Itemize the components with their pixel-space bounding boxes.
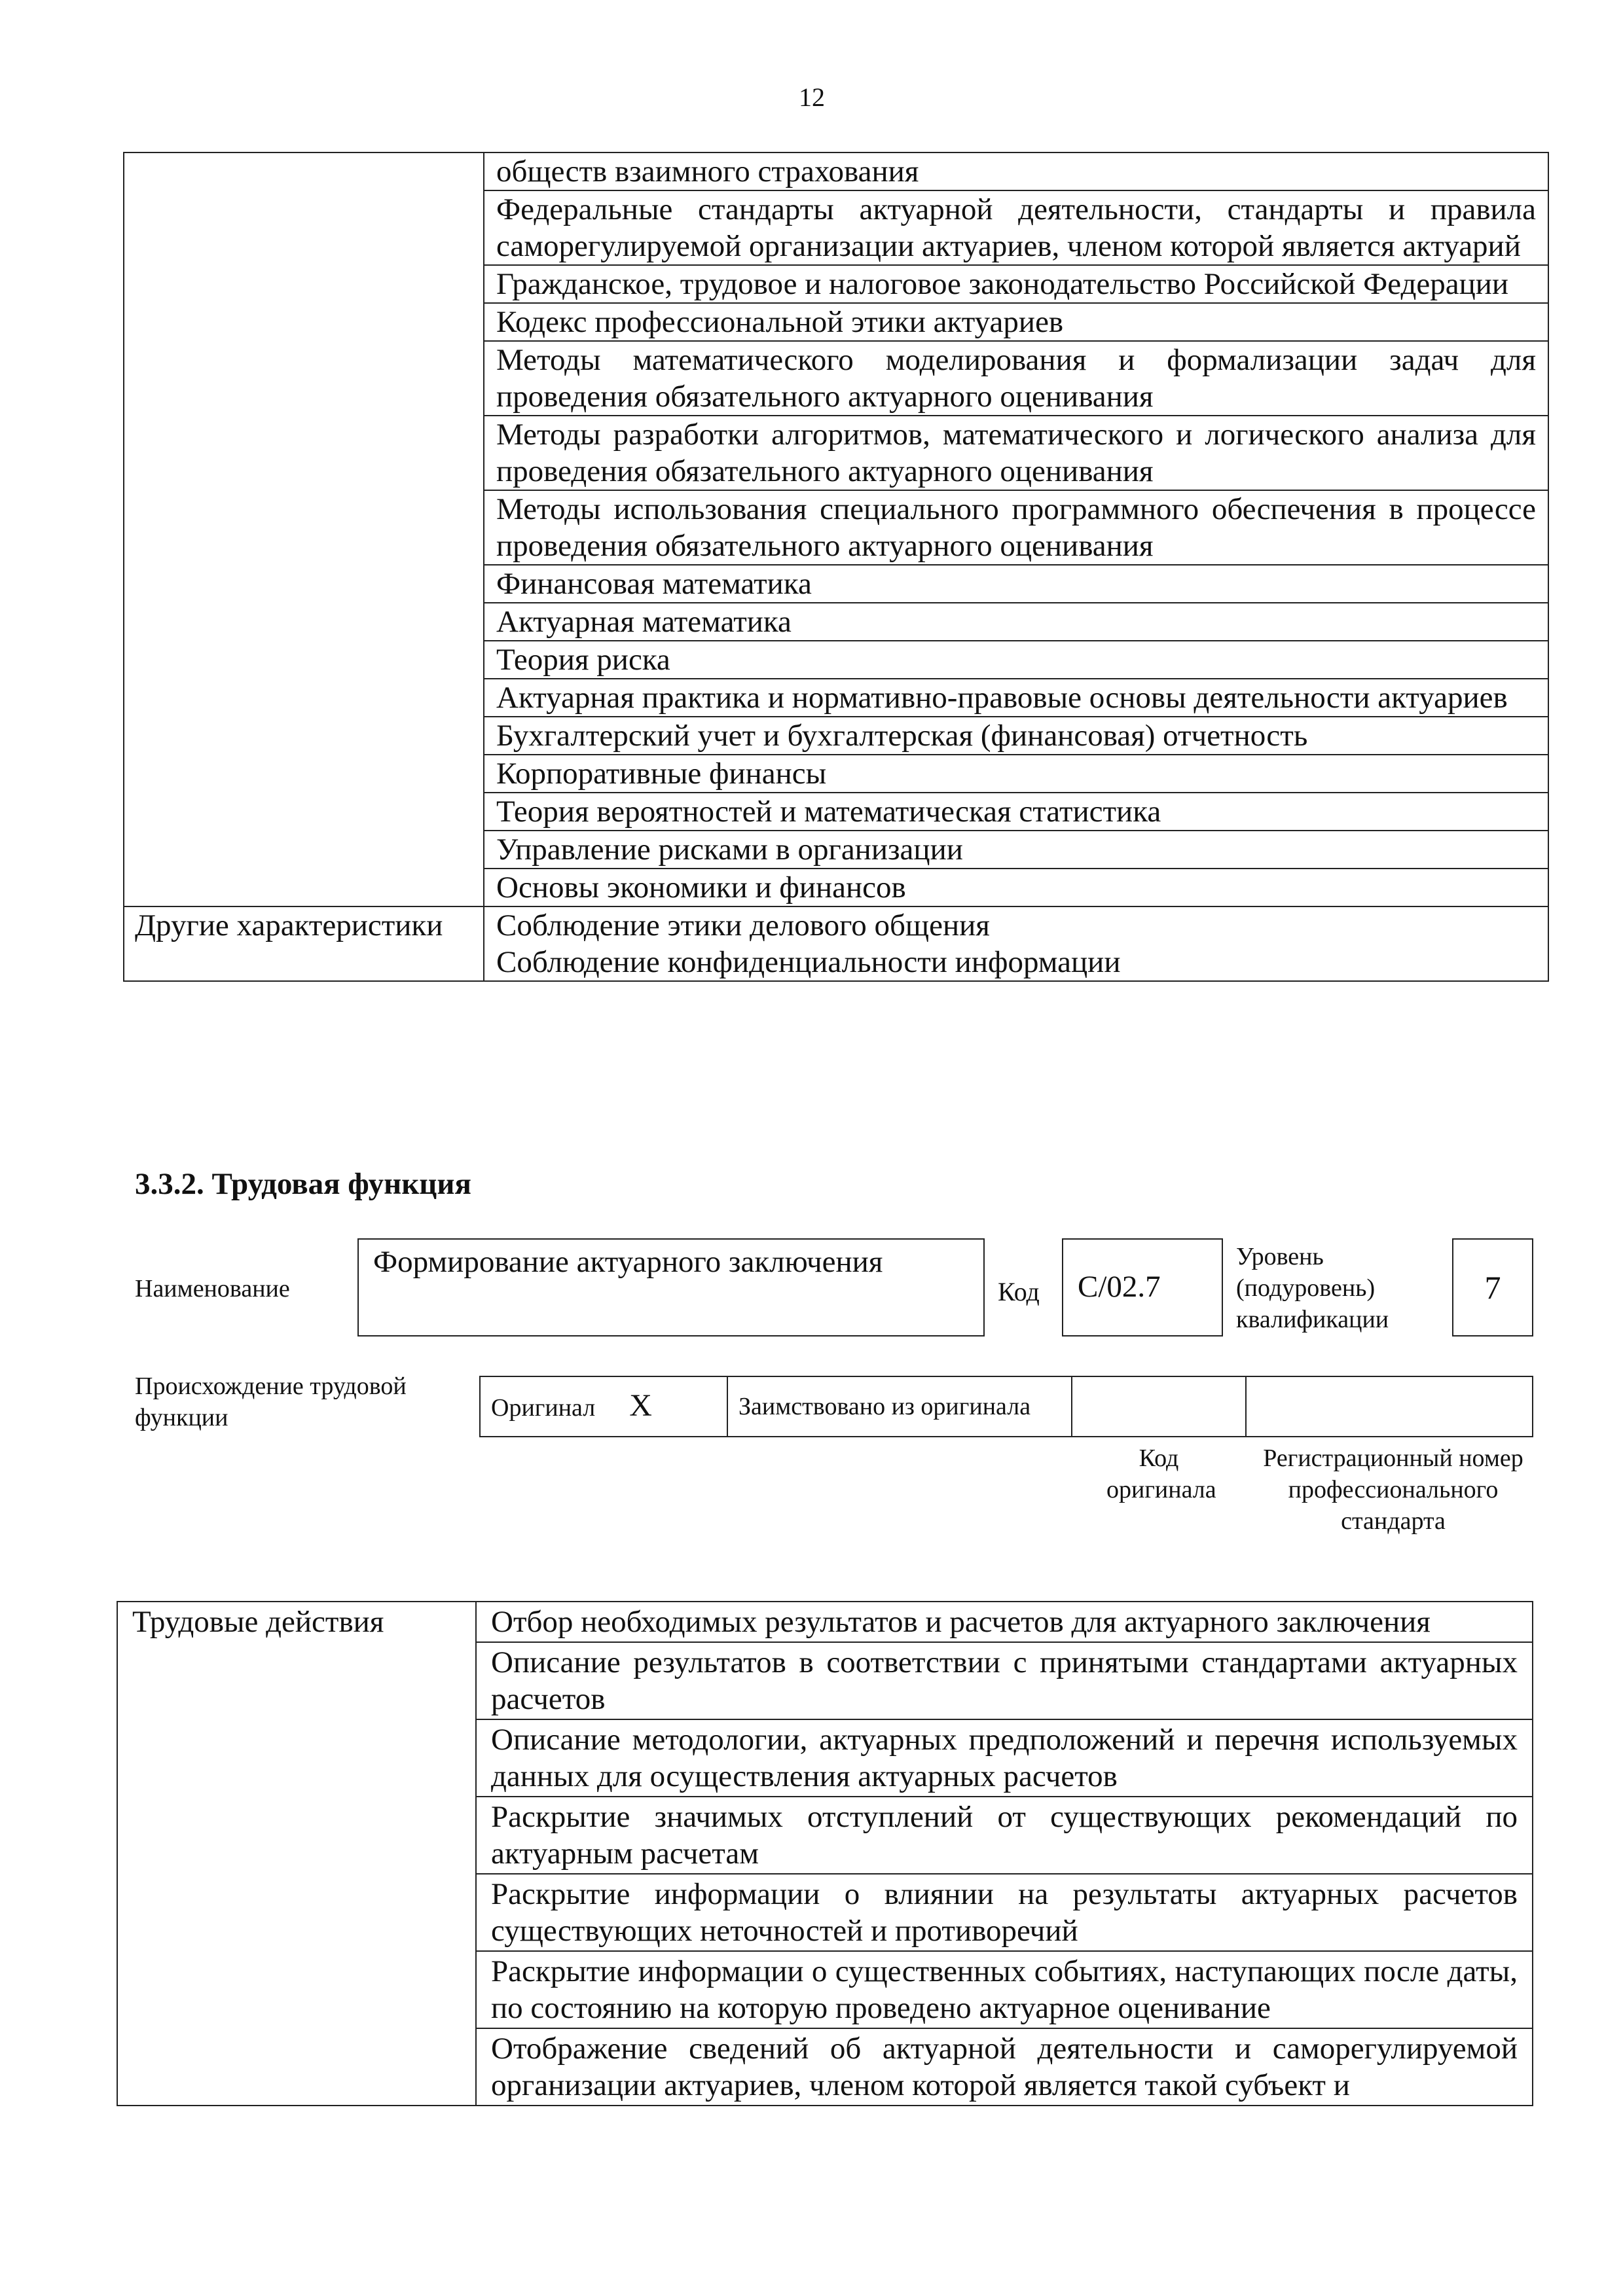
knowledge-item: Гражданское, трудовое и налоговое законодательство Российской Федерации: [484, 265, 1548, 303]
level-value: 7: [1452, 1238, 1533, 1336]
page-number: 12: [799, 82, 825, 112]
name-value: Формирование актуарного заключения: [357, 1238, 985, 1336]
reg-number-cell: [1246, 1376, 1533, 1437]
labor-action-item: Описание результатов в соответствии с принятыми стандартами актуарных расчетов: [476, 1642, 1533, 1719]
original-code-label-text: Код оригинала: [1106, 1444, 1216, 1503]
knowledge-item: Методы математического моделирования и формализации задач для проведения обязательного актуарного оценивания: [484, 341, 1548, 416]
code-label: Код: [998, 1277, 1040, 1306]
origin-table: [479, 1376, 1533, 1437]
knowledge-item: Бухгалтерский учет и бухгалтерская (финансовая) отчетность: [484, 717, 1548, 755]
labor-action-item: Раскрытие информации о существенных событиях, наступающих после даты, по состоянию на которую проведено актуарное оценивание: [476, 1951, 1533, 2028]
knowledge-item: Финансовая математика: [484, 565, 1548, 603]
labor-actions-table: [117, 1601, 1533, 2106]
level-label: [1236, 1241, 1432, 1335]
knowledge-item: Теория риска: [484, 641, 1548, 679]
original-label: Оригинал: [491, 1393, 596, 1422]
knowledge-item: Методы использования специального программного обеспечения в процессе проведения обязательного актуарного оценивания: [484, 490, 1548, 565]
code-value: C/02.7: [1062, 1238, 1223, 1336]
knowledge-item: Теория вероятностей и математическая статистика: [484, 793, 1548, 831]
reg-number-label: Регистрационный номер профессионального стандарта: [1263, 1444, 1523, 1535]
labor-actions-label: Трудовые действия: [117, 1602, 476, 2106]
knowledge-label-cell: [124, 152, 484, 906]
other-characteristics-cell: [484, 906, 1548, 981]
borrowed-label: Заимствовано из оригинала: [727, 1376, 1072, 1437]
origin-label: [135, 1371, 462, 1433]
labor-action-item: Отбор необходимых результатов и расчетов для актуарного заключения: [476, 1602, 1533, 1642]
knowledge-item: Управление рисками в организации: [484, 831, 1548, 869]
knowledge-item: Основы экономики и финансов: [484, 869, 1548, 906]
knowledge-item: Кодекс профессиональной этики актуариев: [484, 303, 1548, 341]
labor-action-item: Описание методологии, актуарных предположений и перечня используемых данных для осуществления актуарных расчетов: [476, 1719, 1533, 1797]
original-cell: [480, 1376, 727, 1437]
knowledge-table: [123, 152, 1549, 982]
origin-label-text: Происхождение трудовой функции: [135, 1372, 407, 1431]
labor-action-item: Раскрытие информации о влиянии на результаты актуарных расчетов существующих неточностей и противоречий: [476, 1874, 1533, 1951]
other-characteristics-label: Другие характеристики: [124, 906, 484, 981]
original-mark: X: [629, 1388, 652, 1423]
knowledge-item: Актуарная практика и нормативно-правовые основы деятельности актуариев: [484, 679, 1548, 717]
labor-action-item: Раскрытие значимых отступлений от существующих рекомендаций по актуарным расчетам: [476, 1797, 1533, 1874]
section-heading: 3.3.2. Трудовая функция: [135, 1167, 471, 1201]
labor-action-item: Отображение сведений об актуарной деятельности и саморегулируемой организации актуариев, членом которой является такой субъект и: [476, 2028, 1533, 2106]
knowledge-item: Методы разработки алгоритмов, математического и логического анализа для проведения обязательного актуарного оценивания: [484, 416, 1548, 490]
original-code-cell: [1072, 1376, 1246, 1437]
level-label-text: Уровень (подуровень) квалификации: [1236, 1243, 1389, 1333]
original-code-label: [1074, 1443, 1244, 1505]
name-label: Наименование: [135, 1275, 290, 1302]
other-item: Соблюдение этики делового общения: [496, 908, 990, 942]
knowledge-item: Актуарная математика: [484, 603, 1548, 641]
knowledge-item: Корпоративные финансы: [484, 755, 1548, 793]
knowledge-item: Федеральные стандарты актуарной деятельности, стандарты и правила саморегулируемой организации актуариев, членом которой является актуарий: [484, 190, 1548, 265]
knowledge-item: обществ взаимного страхования: [484, 152, 1548, 190]
other-item: Соблюдение конфиденциальности информации: [496, 945, 1121, 979]
